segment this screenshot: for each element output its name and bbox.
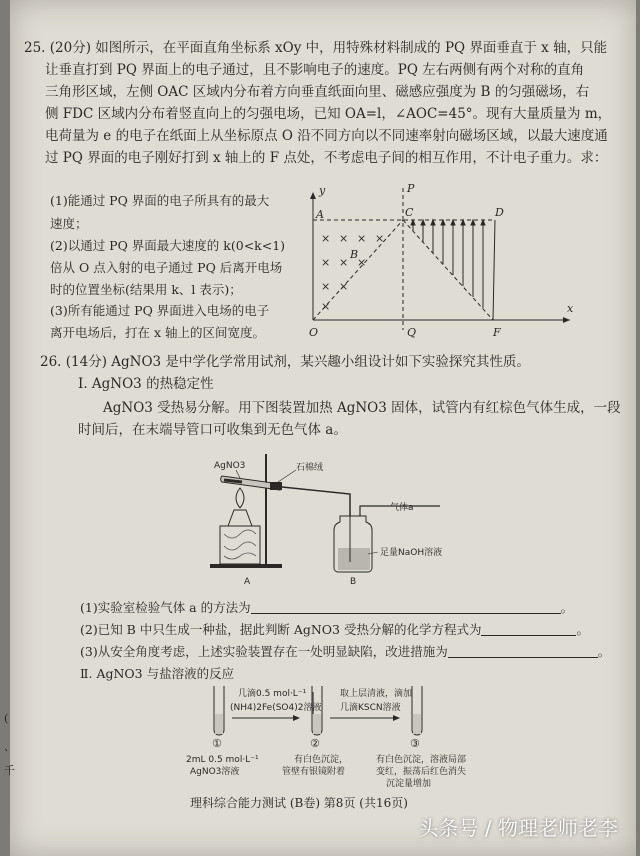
q25-sub-7: 离开电场后，打在 x 轴上的区间宽度。 — [50, 325, 265, 340]
q26-title: 26. (14分) AgNO3 是中学化学常用试剂，某兴趣小组设计如下实验探究其性质。 — [40, 354, 530, 370]
label-agno3: AgNO3 — [214, 461, 246, 471]
electric-field-arrows — [411, 220, 485, 308]
label-gas-a: 气体a — [390, 503, 414, 513]
tube-3-desc-3: 沉淀量增加 — [386, 779, 432, 789]
q25-sub-2: 速度； — [50, 216, 88, 231]
tube-3-number: ③ — [410, 737, 420, 750]
y-axis-arrow — [310, 192, 316, 199]
svg-text:×: × — [321, 256, 331, 269]
flame-icon — [236, 488, 244, 508]
q26-part1-title: Ⅰ. AgNO3 的热稳定性 — [78, 376, 214, 392]
exam-sheet — [4, 0, 636, 856]
line-cf — [403, 220, 493, 320]
label-a: A — [316, 208, 324, 221]
label-y: y — [319, 184, 326, 197]
label-x: x — [567, 302, 574, 315]
svg-text:×: × — [339, 256, 349, 269]
q26-question-2: (2)已知 B 中只生成一种盐，据此判断 AgNO3 受热分解的化学方程式为 。 — [80, 622, 589, 637]
arrow-2-bottom-label: 几滴KSCN溶液 — [340, 703, 401, 713]
q26-question-3: (3)从安全角度考虑，上述实验装置存在一处明显缺陷，改进措施为 。 — [80, 644, 611, 659]
tube-1-desc-2: AgNO3溶液 — [190, 767, 240, 777]
svg-text:×: × — [321, 232, 331, 245]
label-asbestos: 石棉绒 — [296, 463, 324, 473]
q26-part1-text-1: AgNO3 受热易分解。用下图装置加热 AgNO3 固体，试管内有红棕色气体生成，一段 — [103, 400, 621, 416]
edge-glyph-1: ( — [4, 712, 9, 725]
lamp-wick — [228, 510, 252, 526]
q25-sub-3: (2)以通过 PQ 界面最大速度的 k(0<k<1) — [50, 238, 286, 253]
label-apparatus-b: B — [350, 577, 357, 587]
label-q: Q — [407, 326, 417, 339]
q25-field-figure — [295, 180, 580, 340]
svg-text:×: × — [321, 280, 331, 293]
delivery-tube — [282, 487, 350, 516]
q25-line-3: 三角形区域，左侧 OAC 区域内分布着方向垂直纸面向里、磁感应强度为 B 的匀强磁场，右 — [45, 84, 590, 100]
svg-text:×: × — [339, 280, 349, 293]
q25-sub-6: (3)所有能通过 PQ 界面进入电场的电子 — [50, 303, 270, 318]
x-axis-arrow — [563, 317, 570, 323]
label-b: B — [350, 248, 359, 261]
q25-sub-5: 时的位置坐标(结果用 k、l 表示)； — [50, 282, 242, 297]
label-naoh: 足量NaOH溶液 — [380, 548, 443, 558]
lamp-body — [220, 526, 260, 564]
answer-blank-1 — [251, 601, 561, 614]
label-d: D — [495, 206, 504, 219]
tube-1-number: ① — [212, 737, 222, 750]
q25-line-6: 过 PQ 界面的电子刚好打到 x 轴上的 F 点处，不考虑电子间的相互作用，不计电子重力。求： — [45, 150, 608, 166]
clamp — [270, 482, 282, 490]
svg-text:×: × — [375, 232, 385, 245]
naoh-solution — [338, 548, 370, 570]
tube-2-number: ② — [310, 737, 320, 750]
arrow-1-top-label: 几滴0.5 mol·L⁻¹ — [238, 689, 307, 699]
arrow-1-bottom-label: (NH4)2Fe(SO4)2溶液 — [230, 703, 322, 713]
q25-line-4: 侧 FDC 区域内分布着竖直向上的匀强电场，已知 OA=l，∠AOC=45°。现有大量质量为 m， — [45, 106, 612, 122]
label-apparatus-a: A — [244, 577, 251, 587]
answer-blank-3 — [448, 645, 598, 658]
agno3-solid — [224, 480, 242, 482]
q25-sub-4: 倍从 O 点入射的电子通过 PQ 后离开电场 — [50, 260, 283, 275]
q26-question-1: (1)实验室检验气体 a 的方法为 。 — [80, 600, 574, 615]
magnetic-field-marks — [321, 232, 384, 313]
tube-3-desc-2: 变红，振荡后红色消失 — [376, 767, 467, 777]
q26-part1-text-2: 时间后，在末端导管口可收集到无色气体 a。 — [78, 422, 347, 438]
tube-2-desc-2: 管壁有银镜附着 — [282, 767, 346, 777]
stand-base — [210, 564, 282, 568]
answer-blank-2 — [481, 623, 576, 636]
svg-text:×: × — [357, 256, 367, 269]
svg-text:×: × — [357, 232, 367, 245]
label-f: F — [493, 326, 501, 339]
svg-text:×: × — [321, 300, 331, 313]
q25-line-1: 25. (20分) 如图所示，在平面直角坐标系 xOy 中，用特殊材料制成的 PQ 界面垂直于 x 轴，只能 — [24, 40, 608, 56]
q26-part2-title: Ⅱ. AgNO3 与盐溶液的反应 — [80, 666, 235, 681]
page-footer: 理科综合能力测试 (B卷) 第8页 (共16页) — [190, 796, 408, 810]
q25-sub-1: (1)能通过 PQ 界面的电子所具有的最大 — [50, 193, 270, 208]
tube-3-desc-1: 有白色沉淀，溶液局部 — [376, 755, 467, 765]
edge-glyph-2: 、 — [4, 740, 15, 753]
tube-2-desc-1: 有白色沉淀， — [294, 755, 349, 765]
q25-line-5: 电荷量为 e 的电子在纸面上从坐标原点 O 沿不同方向以不同速率射向磁场区域，以最大速度通 — [45, 128, 608, 144]
watermark: 头条号 / 物理老师老李 — [418, 816, 618, 840]
svg-text:×: × — [339, 232, 349, 245]
line-df — [493, 220, 495, 320]
arrow-2-top-label: 取上层清液，滴加 — [340, 689, 413, 699]
edge-glyph-3: 千 — [4, 764, 15, 777]
label-p: P — [407, 182, 415, 195]
tube-1-desc-1: 2mL 0.5 mol·L⁻¹ — [186, 755, 259, 765]
label-c: C — [405, 206, 414, 219]
label-o: O — [309, 326, 319, 339]
apparatus-figure — [200, 450, 510, 600]
q25-line-2: 让垂直打到 PQ 界面上的电子通过，且不影响电子的速度。PQ 左右两侧有两个对称的直角 — [45, 62, 585, 78]
